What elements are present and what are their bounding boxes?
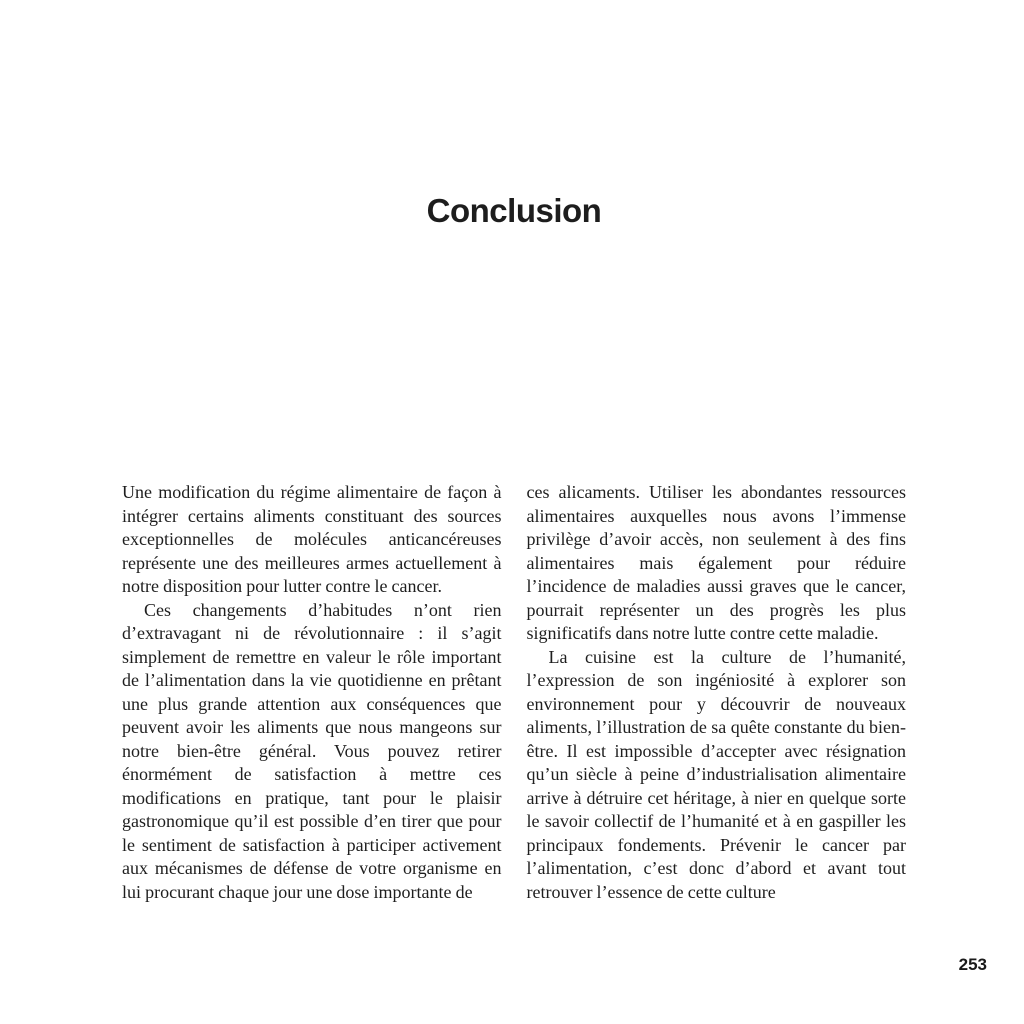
text-column-right	[527, 481, 907, 904]
chapter-title: Conclusion	[426, 192, 602, 230]
paragraph: ces alicaments. Utiliser les abondantes ressources alimentaires auxquelles nous avons l’immense privilège d’avoir accès, non seulement à des fins alimentaires mais également pour réduire l’incidence de maladies aussi graves que le cancer, pourrait représenter un des progrès les plus significatifs dans notre lutte contre cette maladie.	[526, 482, 906, 643]
paragraph: Ces changements d’habitudes n’ont rien d’extravagant ni de révolutionnaire : il s’agit simplement de remettre en valeur le rôle important de l’alimentation dans la vie quotidienne en prêtant une plus grande attention aux conséquences que peuvent avoir les aliments que nous mangeons sur notre bien-être général. Vous pouvez retirer énormément de satisfaction à mettre ces modifications en pratique, tant pour le plaisir gastronomique qu’il est possible d’en tirer que pour le sentiment de satisfaction à participer activement aux mécanismes de défense de votre organisme en lui procurant chaque jour une dose importante de	[122, 599, 502, 902]
paragraph: La cuisine est la culture de l’humanité, l’expression de son ingéniosité à explorer son environnement pour y découvrir de nouveaux aliments, l’illustration de sa quête constante du bien-être. Il est impossible d’accepter avec résignation qu’un siècle à peine d’industrialisation alimentaire arrive à détruire cet héritage, à nier en quelque sorte le savoir collectif de l’humanité et à en gaspiller les principaux fondements. Prévenir le cancer par l’alimentation, c’est donc d’abord et avant tout retrouver l’essence de cette culture	[526, 646, 906, 902]
body-text-block	[122, 481, 906, 904]
paragraph: Une modification du régime alimentaire de façon à intégrer certains aliments constituant des sources exceptionnelles de molécules anticancéreuses représente une des meilleures armes actuellement à notre disposition pour lutter contre le cancer.	[122, 482, 502, 596]
page-number: 253	[958, 955, 987, 974]
text-column-left	[122, 481, 502, 904]
